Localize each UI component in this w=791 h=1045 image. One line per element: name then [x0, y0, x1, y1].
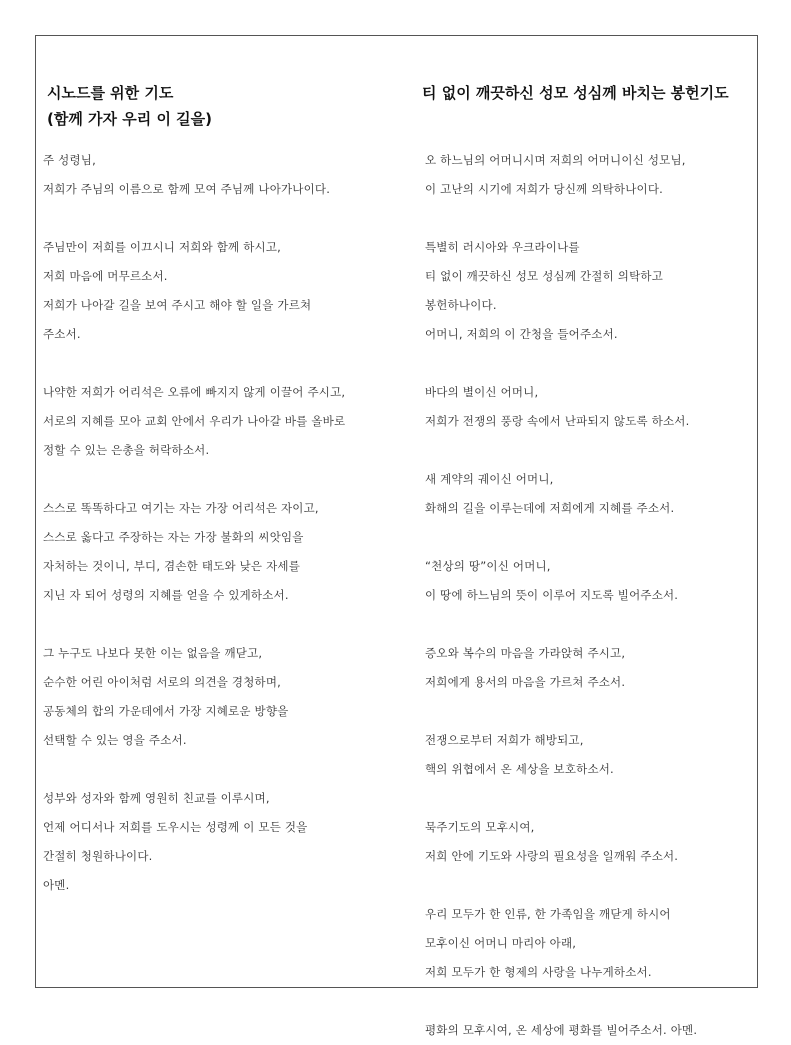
prayer-paragraph: [43, 494, 393, 610]
prayer-paragraph: [43, 233, 393, 349]
paragraph-spacer: [425, 697, 760, 726]
prayer-line: 특별히 러시아와 우크라이나를: [425, 240, 580, 254]
prayer-paragraph: [425, 813, 760, 871]
prayer-line: 주소서.: [43, 327, 81, 341]
prayer-paragraph: [425, 726, 760, 784]
prayer-line: 핵의 위협에서 온 세상을 보호하소서.: [425, 762, 614, 776]
prayer-line: 이 땅에 하느님의 뜻이 이루어 지도록 빌어주소서.: [425, 588, 679, 602]
prayer-line: 정할 수 있는 은총을 허락하소서.: [43, 443, 210, 457]
prayer-paragraph: [425, 900, 760, 987]
synod-prayer-title: 시노드를 위한 기도: [47, 84, 174, 102]
prayer-line: 주 성령님,: [43, 153, 96, 167]
paragraph-spacer: [425, 523, 760, 552]
prayer-line: 저희 모두가 한 형제의 사랑을 나누게하소서.: [425, 965, 652, 979]
prayer-paragraph: [425, 465, 760, 523]
prayer-line: 선택할 수 있는 영을 주소서.: [43, 733, 187, 747]
prayer-line: 순수한 어린 아이처럼 서로의 의견을 경청하며,: [43, 675, 282, 689]
paragraph-spacer: [43, 610, 393, 639]
synod-prayer-body: [43, 146, 393, 900]
prayer-paragraph: [425, 233, 760, 349]
prayer-line: 화해의 길을 이루는데에 저희에게 지혜를 주소서.: [425, 501, 675, 515]
synod-prayer-column: [43, 80, 393, 900]
paragraph-spacer: [425, 871, 760, 900]
paragraph-spacer: [425, 987, 760, 1016]
paragraph-spacer: [425, 436, 760, 465]
prayer-paragraph: [425, 378, 760, 436]
prayer-line: 평화의 모후시여, 온 세상에 평화를 빌어주소서. 아멘.: [425, 1023, 698, 1037]
prayer-line: 공동체의 합의 가운데에서 가장 지혜로운 방향을: [43, 704, 289, 718]
prayer-line: 봉헌하나이다.: [425, 298, 497, 312]
consecration-prayer-body: [425, 146, 760, 1045]
prayer-line: 어머니, 저희의 이 간청을 들어주소서.: [425, 327, 618, 341]
prayer-line: 주님만이 저희를 이끄시니 저희와 함께 하시고,: [43, 240, 282, 254]
synod-prayer-subtitle: (함께 가자 우리 이 길을): [47, 110, 213, 128]
paragraph-spacer: [43, 465, 393, 494]
prayer-line: 저희 안에 기도와 사랑의 필요성을 일깨워 주소서.: [425, 849, 679, 863]
prayer-line: 아멘.: [43, 878, 70, 892]
consecration-prayer-column: [422, 80, 760, 1045]
prayer-line: 언제 어디서나 저희를 도우시는 성령께 이 모든 것을: [43, 820, 308, 834]
prayer-line: 바다의 별이신 어머니,: [425, 385, 539, 399]
paragraph-spacer: [43, 204, 393, 233]
consecration-prayer-title: 티 없이 깨끗하신 성모 성심께 바치는 봉헌기도: [422, 84, 729, 102]
prayer-paragraph: [43, 784, 393, 900]
prayer-line: 성부와 성자와 함께 영원히 친교를 이루시며,: [43, 791, 270, 805]
prayer-line: 이 고난의 시기에 저희가 당신께 의탁하나이다.: [425, 182, 664, 196]
prayer-paragraph: [43, 378, 393, 465]
prayer-line: 우리 모두가 한 인류, 한 가족임을 깨닫게 하시어: [425, 907, 671, 921]
prayer-line: 저희가 전쟁의 풍랑 속에서 난파되지 않도록 하소서.: [425, 414, 690, 428]
paragraph-spacer: [43, 755, 393, 784]
prayer-line: 증오와 복수의 마음을 가라앉혀 주시고,: [425, 646, 626, 660]
title-spacer: [425, 106, 760, 146]
prayer-line: 서로의 지혜를 모아 교회 안에서 우리가 나아갈 바를 올바로: [43, 414, 346, 428]
prayer-line: 저희가 주님의 이름으로 함께 모여 주님께 나아가나이다.: [43, 182, 331, 196]
prayer-paragraph: [43, 639, 393, 755]
prayer-line: 모후이신 어머니 마리아 아래,: [425, 936, 577, 950]
prayer-line: 새 계약의 궤이신 어머니,: [425, 472, 554, 486]
paragraph-spacer: [425, 204, 760, 233]
paragraph-spacer: [43, 349, 393, 378]
prayer-line: 스스로 똑똑하다고 여기는 자는 가장 어리석은 자이고,: [43, 501, 319, 515]
prayer-line: 티 없이 깨끗하신 성모 성심께 간절히 의탁하고: [425, 269, 664, 283]
prayer-line: 저희에게 용서의 마음을 가르쳐 주소서.: [425, 675, 626, 689]
prayer-line: 그 누구도 나보다 못한 이는 없음을 깨닫고,: [43, 646, 263, 660]
prayer-line: 자처하는 것이니, 부디, 겸손한 태도와 낮은 자세를: [43, 559, 301, 573]
paragraph-spacer: [425, 784, 760, 813]
prayer-line: 저희 마음에 머무르소서.: [43, 269, 168, 283]
prayer-line: 스스로 옳다고 주장하는 자는 가장 불화의 씨앗임을: [43, 530, 304, 544]
prayer-paragraph: [425, 146, 760, 204]
prayer-line: 나약한 저희가 어리석은 오류에 빠지지 않게 이끌어 주시고,: [43, 385, 346, 399]
paragraph-spacer: [425, 349, 760, 378]
prayer-paragraph: [425, 1016, 760, 1045]
prayer-paragraph: [425, 552, 760, 610]
prayer-paragraph: [425, 639, 760, 697]
prayer-line: 저희가 나아갈 길을 보여 주시고 해야 할 일을 가르쳐: [43, 298, 312, 312]
prayer-paragraph: [43, 146, 393, 204]
paragraph-spacer: [425, 610, 760, 639]
title-spacer: [43, 132, 393, 146]
prayer-line: 간절히 청원하나이다.: [43, 849, 153, 863]
prayer-line: 지닌 자 되어 성령의 지혜를 얻을 수 있게하소서.: [43, 588, 289, 602]
prayer-line: 묵주기도의 모후시여,: [425, 820, 535, 834]
prayer-line: 오 하느님의 어머니시며 저희의 어머니이신 성모님,: [425, 153, 686, 167]
prayer-line: 전쟁으로부터 저희가 해방되고,: [425, 733, 584, 747]
prayer-line: “천상의 땅”이신 어머니,: [425, 559, 551, 573]
